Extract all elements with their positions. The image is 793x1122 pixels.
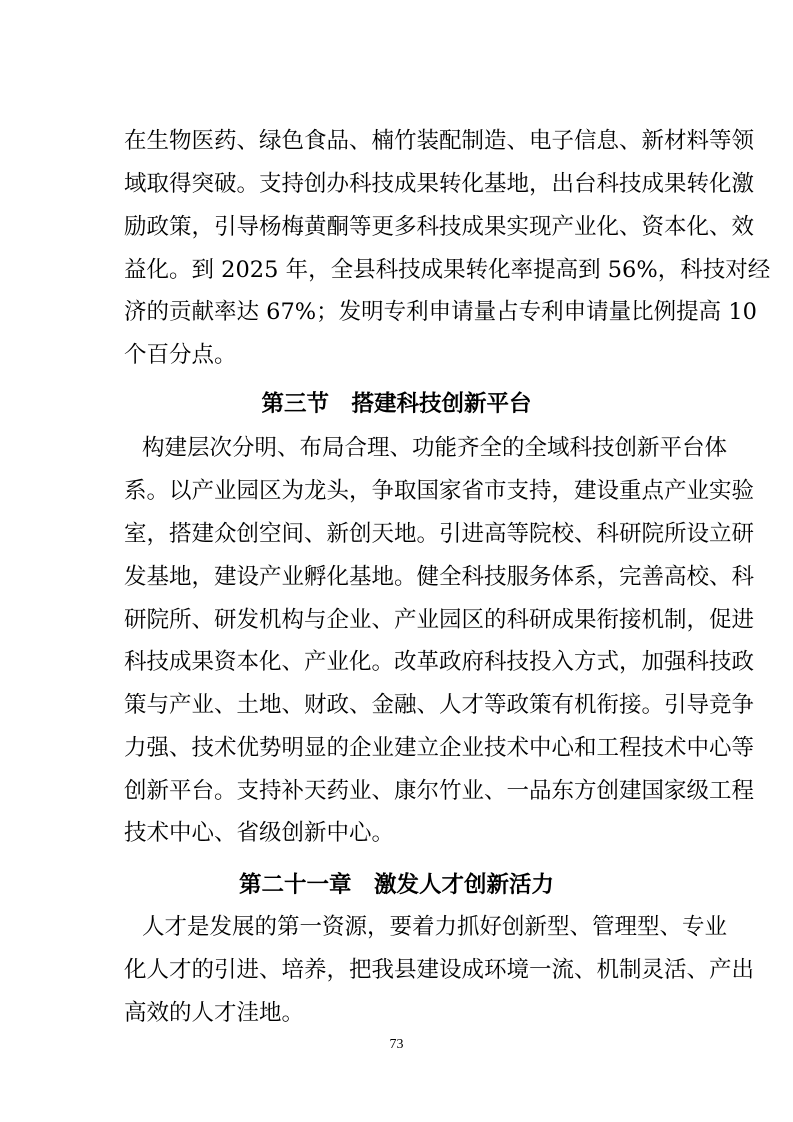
paragraph-line: 济的贡献率达 67%；发明专利申请量占专利申请量比例提高 10 [124,299,757,325]
paragraph-line: 高效的人才洼地。 [124,1000,305,1026]
paragraph-line: 科技成果资本化、产业化。改革政府科技投入方式，加强科技政 [124,649,755,675]
section-heading: 第三节 搭建科技创新平台 [261,391,532,417]
paragraph-line: 个百分点。 [124,342,237,368]
paragraph-line: 创新平台。支持补天药业、康尔竹业、一品东方创建国家级工程 [124,778,755,804]
paragraph-line: 化人才的引进、培养，把我县建设成环境一流、机制灵活、产出 [124,957,755,983]
paragraph-line: 构建层次分明、布局合理、功能齐全的全域科技创新平台体 [142,435,728,461]
paragraph-line: 系。以产业园区为龙头，争取国家省市支持，建设重点产业实验 [124,478,755,504]
paragraph-line: 发基地，建设产业孵化基地。健全科技服务体系，完善高校、科 [124,564,755,590]
paragraph-line: 在生物医药、绿色食品、楠竹装配制造、电子信息、新材料等领 [124,128,755,154]
paragraph-line: 益化。到 2025 年，全县科技成果转化率提高到 56%，科技对经 [124,257,771,283]
chapter-heading: 第二十一章 激发人才创新活力 [238,872,554,898]
paragraph-line: 研院所、研发机构与企业、产业园区的科研成果衔接机制，促进 [124,607,755,633]
paragraph-line: 人才是发展的第一资源，要着力抓好创新型、管理型、专业 [142,914,728,940]
paragraph-line: 室，搭建众创空间、新创天地。引进高等院校、科研院所设立研 [124,521,755,547]
paragraph-line: 力强、技术优势明显的企业建立企业技术中心和工程技术中心等 [124,735,755,761]
paragraph-line: 策与产业、土地、财政、金融、人才等政策有机衔接。引导竞争 [124,692,755,718]
paragraph-line: 励政策，引导杨梅黄酮等更多科技成果实现产业化、资本化、效 [124,214,755,240]
page-number: 73 [389,1037,404,1052]
paragraph-line: 技术中心、省级创新中心。 [124,820,395,846]
paragraph-line: 域取得突破。支持创办科技成果转化基地，出台科技成果转化激 [124,171,755,197]
